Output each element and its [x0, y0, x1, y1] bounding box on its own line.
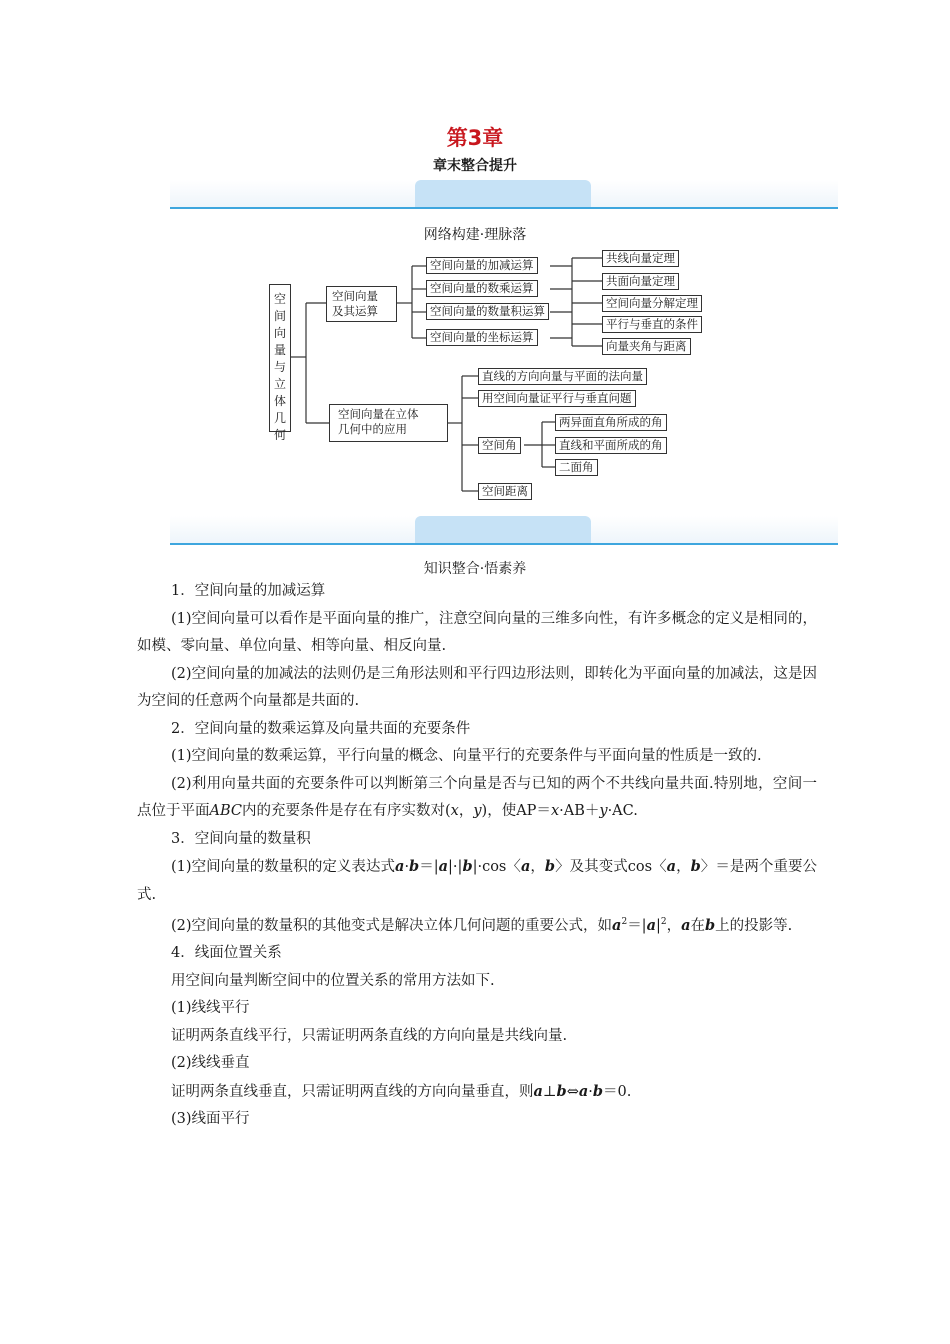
diagram-branch1-line1: 空间向量 — [332, 289, 378, 303]
diagram-op-dot: 空间向量的数量积运算 — [426, 303, 549, 320]
section-banner-bottom — [170, 516, 838, 546]
diagram-theorem-parallel-perp: 平行与垂直的条件 — [602, 316, 702, 333]
s4-1-text: 证明两条直线平行，只需证明两条直线的方向向量是共线向量. — [171, 1027, 568, 1044]
s2-paragraph-2: (2)利用向量共面的充要条件可以判断第三个向量是否与已知的两个不共线向量共面.特别地，空间一点位于平面ABC内的充要条件是存在有序实数对(x，y)，使AP＝x·AB＋y·AC. — [137, 775, 817, 819]
diagram-app-space-angle: 空间角 — [478, 437, 521, 454]
diagram-app-parallel-perp: 用空间向量证平行与垂直问题 — [478, 390, 636, 407]
knowledge-tree-diagram — [260, 246, 720, 506]
diagram-op-add: 空间向量的加减运算 — [426, 257, 538, 274]
s2-title: 2．空间向量的数乘运算及向量共面的充要条件 — [171, 720, 471, 737]
diagram-op-coord: 空间向量的坐标运算 — [426, 329, 538, 346]
s4-title: 4．线面位置关系 — [171, 945, 282, 962]
diagram-app-normal-vector: 直线的方向向量与平面的法向量 — [478, 368, 647, 385]
diagram-angle-skew-lines: 两异面直角所成的角 — [555, 414, 667, 431]
s4-2-text: 证明两条直线垂直，只需证明两直线的方向向量垂直，则a⊥b⇔a·b＝0. — [171, 1082, 632, 1100]
s4-1-title: (1)线线平行 — [171, 1000, 250, 1017]
s1-paragraph-1: (1)空间向量可以看作是平面向量的推广，注意空间向量的三维多向性，有许多概念的定义是相同的，如模、零向量、单位向量、相等向量、相反向量. — [137, 610, 817, 654]
diagram-theorem-collinear: 共线向量定理 — [602, 250, 679, 267]
s3-paragraph-1: (1)空间向量的数量积的定义表达式a·b＝|a|·|b|·cos〈a，b〉及其变式cos〈a，b〉＝是两个重要公式. — [137, 858, 818, 903]
diagram-branch2-line1: 空间向量在立体 — [338, 407, 419, 421]
s2-paragraph-1: (1)空间向量的数乘运算，平行向量的概念、向量平行的充要条件与平面向量的性质是一致的. — [171, 748, 762, 764]
diagram-angle-line-plane: 直线和平面所成的角 — [555, 437, 667, 454]
s3-title: 3．空间向量的数量积 — [171, 830, 311, 847]
diagram-branch1-box — [326, 286, 397, 322]
diagram-app-space-distance: 空间距离 — [478, 483, 532, 500]
diagram-theorem-coplanar: 共面向量定理 — [602, 273, 679, 290]
section-heading-network: 网络构建·理脉落 — [423, 227, 527, 243]
chapter-subtitle: 章末整合提升 — [433, 158, 517, 174]
diagram-branch1-line2: 及其运算 — [332, 304, 378, 318]
section-heading-knowledge: 知识整合·悟素养 — [423, 561, 527, 577]
s4-3-title: (3)线面平行 — [171, 1111, 250, 1128]
chapter-title: 第3章 — [446, 126, 504, 150]
s1-paragraph-2: (2)空间向量的加减法的法则仍是三角形法则和平行四边形法则，即转化为平面向量的加减法，这是因为空间的任意两个向量都是共面的. — [137, 665, 817, 709]
knowledge-content — [137, 578, 817, 1134]
s4-intro: 用空间向量判断空间中的位置关系的常用方法如下. — [171, 972, 495, 989]
diagram-root-box: 空间向量与立体几何 — [269, 284, 291, 432]
s1-title: 1．空间向量的加减运算 — [171, 583, 326, 599]
diagram-branch2-box — [329, 404, 448, 442]
diagram-angle-dihedral: 二面角 — [555, 459, 598, 476]
diagram-theorem-decompose: 空间向量分解定理 — [602, 295, 702, 312]
section-banner-top — [170, 180, 838, 210]
diagram-op-scalar: 空间向量的数乘运算 — [426, 280, 538, 297]
s3-paragraph-2: (2)空间向量的数量积的其他变式是解决立体几何问题的重要公式，如$a^2=|a|^2$，a在b上的投影等. — [171, 916, 793, 934]
diagram-branch2-line2: 几何中的应用 — [338, 422, 407, 436]
diagram-theorem-angle-distance: 向量夹角与距离 — [602, 338, 691, 355]
s4-2-title: (2)线线垂直 — [171, 1055, 250, 1072]
